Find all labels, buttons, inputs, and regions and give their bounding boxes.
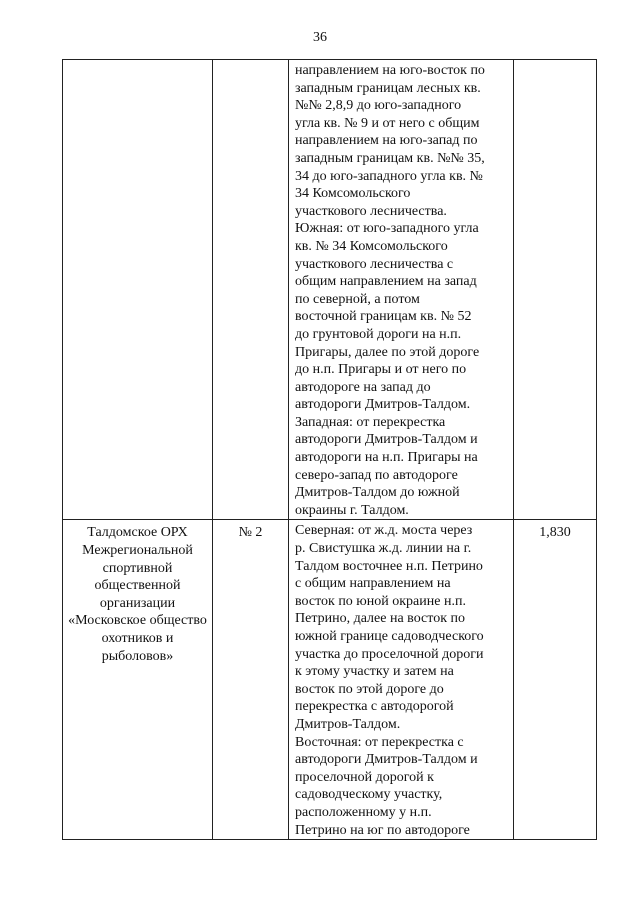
description-line: 34 до юго-западного угла кв. № bbox=[295, 168, 483, 184]
description-line: направлением на юго-запад по bbox=[295, 133, 478, 149]
description-line: автодороги Дмитров-Талдом и bbox=[295, 432, 478, 448]
description-line: садоводческому участку, bbox=[295, 787, 443, 803]
description-line: автодороги Дмитров-Талдом. bbox=[295, 397, 471, 413]
description-line: Петрино, далее на восток по bbox=[295, 611, 465, 627]
boundary-description bbox=[289, 60, 513, 519]
description-line: Талдом восточнее н.п. Петрино bbox=[295, 558, 483, 574]
description-line: западным границам кв. №№ 35, bbox=[295, 150, 485, 166]
description-line: 34 Комсомольского bbox=[295, 186, 411, 202]
description-line: Петрино на юг по автодороге bbox=[295, 822, 470, 838]
description-line: северо-запад по автодороге bbox=[295, 467, 458, 483]
table-row bbox=[63, 520, 597, 840]
area-value bbox=[514, 60, 596, 64]
area-cell bbox=[514, 520, 597, 840]
description-line: Южная: от юго-западного угла bbox=[295, 221, 479, 237]
organization-cell bbox=[63, 60, 213, 520]
description-line: участкового лесничества. bbox=[295, 203, 447, 219]
description-line: автодороге на запад до bbox=[295, 379, 431, 395]
description-line: участкового лесничества с bbox=[295, 256, 454, 272]
description-line: направлением на юго-восток по bbox=[295, 63, 485, 78]
description-line: Пригары, далее по этой дороге bbox=[295, 344, 480, 360]
number-cell bbox=[213, 520, 289, 840]
description-line: южной границе садоводческого bbox=[295, 629, 484, 644]
page-number: 36 bbox=[313, 30, 327, 45]
description-line: восток по этой дороге до bbox=[295, 681, 444, 697]
description-line: к этому участку и затем на bbox=[295, 664, 454, 680]
table-row bbox=[63, 60, 597, 520]
area-cell bbox=[514, 60, 597, 520]
boundary-description-cell bbox=[289, 60, 514, 520]
description-line: р. Свистушка ж.д. линии на г. bbox=[295, 541, 472, 557]
boundary-description-cell bbox=[289, 520, 514, 840]
number-cell bbox=[213, 60, 289, 520]
description-line: Дмитров-Талдом до южной bbox=[295, 485, 460, 501]
organization-cell bbox=[63, 520, 213, 840]
area-number bbox=[213, 60, 288, 64]
description-line: автодороги на н.п. Пригары на bbox=[295, 450, 478, 466]
description-line: участка до проселочной дороги bbox=[295, 646, 484, 662]
description-line: перекрестка с автодорогой bbox=[295, 699, 454, 715]
boundary-description bbox=[289, 520, 513, 839]
description-line: до н.п. Пригары и от него по bbox=[295, 362, 467, 378]
description-line: восток по юной окраине н.п. bbox=[295, 593, 466, 609]
description-line: Восточная: от перекрестка с bbox=[295, 734, 464, 750]
land-table bbox=[62, 59, 597, 840]
description-line: общим направлением на запад bbox=[295, 274, 477, 290]
description-line: с общим направлением на bbox=[295, 576, 451, 592]
description-line: автодороги Дмитров-Талдом и bbox=[295, 752, 478, 768]
description-line: Западная: от перекрестка bbox=[295, 414, 446, 430]
area-value: 1,830 bbox=[539, 525, 571, 541]
description-line: №№ 2,8,9 до юго-западного bbox=[295, 98, 462, 114]
area-number: № 2 bbox=[238, 525, 263, 541]
description-line: до грунтовой дороги на н.п. bbox=[295, 326, 462, 342]
description-line: проселочной дорогой к bbox=[295, 769, 434, 785]
description-line: Северная: от ж.д. моста через bbox=[295, 523, 473, 539]
description-line: Дмитров-Талдом. bbox=[295, 716, 401, 732]
description-line: западным границам лесных кв. bbox=[295, 80, 481, 96]
organization-name: Талдомское ОРХ Межрегиональной спортивной общественной организации «Московское общество охотников и рыболовов» bbox=[68, 525, 207, 664]
description-line: по северной, а потом bbox=[295, 291, 420, 307]
description-line: окраины г. Талдом. bbox=[295, 502, 409, 518]
description-line: восточной границам кв. № 52 bbox=[295, 309, 472, 325]
description-line: кв. № 34 Комсомольского bbox=[295, 238, 448, 254]
description-line: расположенному у н.п. bbox=[295, 804, 432, 820]
description-line: угла кв. № 9 и от него с общим bbox=[295, 115, 480, 131]
organization-name bbox=[63, 60, 212, 64]
